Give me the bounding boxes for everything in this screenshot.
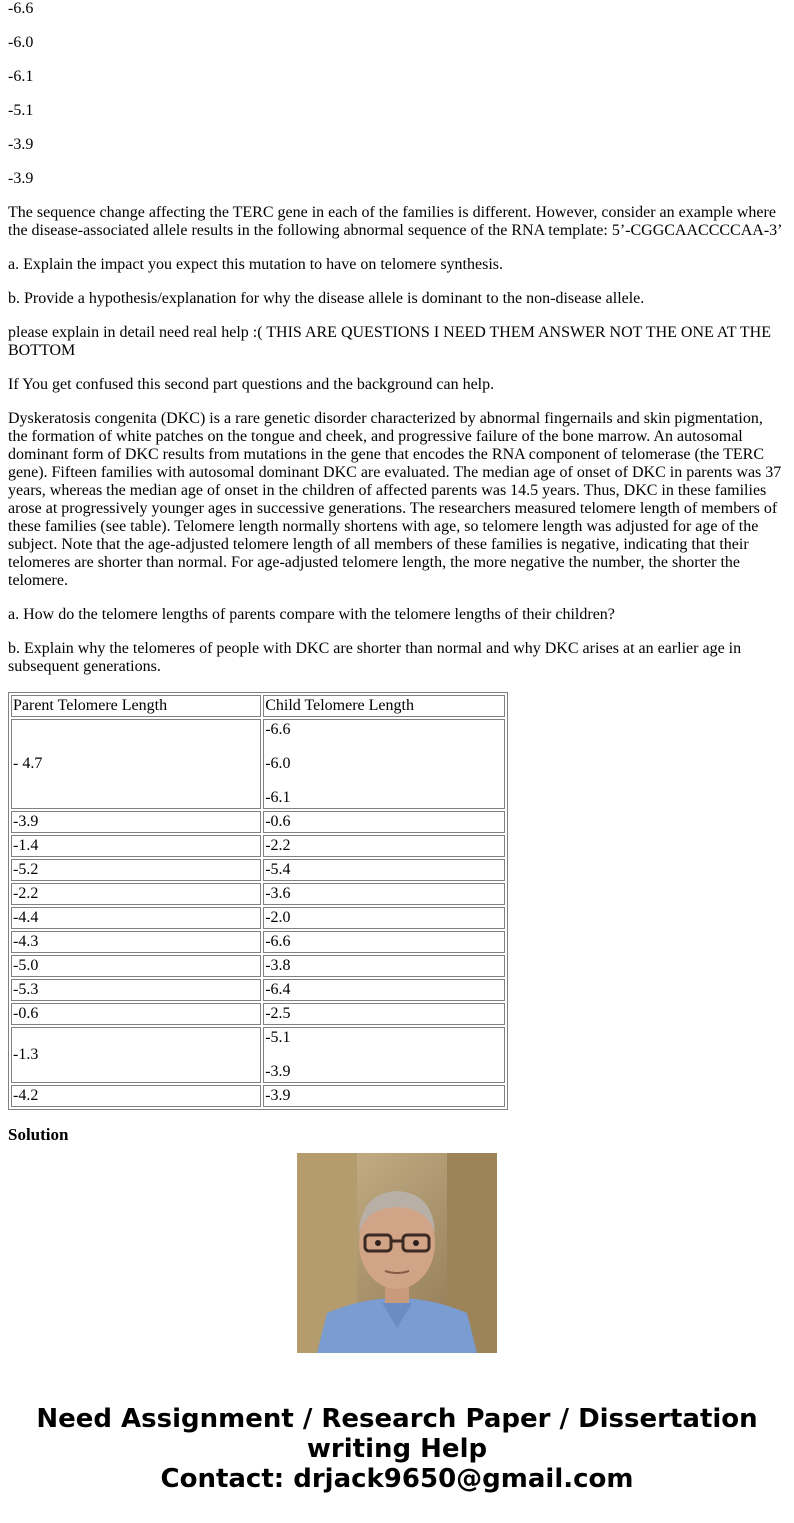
table-row — [11, 907, 505, 929]
top-value: -6.6 — [8, 0, 34, 17]
child-length-cell: -3.6 — [263, 883, 505, 905]
child-length-cell: -3.9 — [263, 1085, 505, 1107]
plea-paragraph: please explain in detail need real help :( THIS ARE QUESTIONS I NEED THEM ANSWER NOT THE ONE AT THE BOTTOM — [8, 324, 772, 359]
header-parent: Parent Telomere Length — [11, 695, 261, 717]
parent-length-cell: -4.3 — [11, 931, 261, 953]
header-child: Child Telomere Length — [263, 695, 505, 717]
child-length-cell — [263, 719, 505, 809]
question-b: b. Provide a hypothesis/explanation for why the disease allele is dominant to the non-disease allele. — [8, 290, 645, 307]
table-row — [11, 955, 505, 977]
contact-banner — [0, 1404, 794, 1494]
table-row — [11, 1085, 505, 1107]
background-paragraph: Dyskeratosis congenita (DKC) is a rare genetic disorder characterized by abnormal fingernails and skin pigmentation, the formation of white patches on the tongue and cheek, and progressive failure of the bone marrow. An autosomal dominant form of DKC results from mutations in the gene that encodes the RNA component of telomerase (the TERC gene). Fifteen families with autosomal dominant DKC are evaluated. The median age of onset of DKC in parents was 37 years, whereas the median age of onset in the children of affected parents was 14.5 years. Thus, DKC in these families arose at progressively younger ages in successive generations. The researchers measured telomere length of members of these families (see table). Telomere length normally shortens with age, so telomere length was adjusted for age of the subject. Note that the age-adjusted telomere length of all members of these families is negative, indicating that their telomeres are shorter than normal. For age-adjusted telomere length, the more negative the number, the shorter the telomere. — [8, 410, 782, 589]
table-row — [11, 931, 505, 953]
parent-length-cell: -5.3 — [11, 979, 261, 1001]
child-length-cell — [263, 1027, 505, 1083]
table-row — [11, 883, 505, 905]
table-row — [11, 811, 505, 833]
author-avatar — [297, 1153, 497, 1353]
parent-length-cell: -1.4 — [11, 835, 261, 857]
child-length-cell: -2.0 — [263, 907, 505, 929]
parent-length-cell: -4.4 — [11, 907, 261, 929]
top-value: -6.1 — [8, 68, 34, 85]
solution-heading: Solution — [8, 1125, 69, 1144]
table-row — [11, 1003, 505, 1025]
table-header-row — [11, 695, 505, 717]
child-length-value: -6.6 — [265, 721, 291, 738]
parent-length-cell: -2.2 — [11, 883, 261, 905]
parent-length-cell: -3.9 — [11, 811, 261, 833]
child-length-cell: -3.8 — [263, 955, 505, 977]
child-length-cell: -2.2 — [263, 835, 505, 857]
child-length-cell: -6.6 — [263, 931, 505, 953]
top-value: -3.9 — [8, 136, 34, 153]
question-2b: b. Explain why the telomeres of people with DKC are shorter than normal and why DKC arises at an earlier age in subsequent generations. — [8, 640, 742, 675]
parent-length-cell: -5.2 — [11, 859, 261, 881]
table-row — [11, 835, 505, 857]
parent-length-cell: -5.0 — [11, 955, 261, 977]
child-length-cell: -5.4 — [263, 859, 505, 881]
child-length-value: -3.9 — [265, 1063, 291, 1080]
banner-line-1: Need Assignment / Research Paper / Dissertation — [36, 1404, 758, 1434]
avatar-photo — [297, 1153, 497, 1353]
table-row — [11, 859, 505, 881]
document-body — [8, 0, 786, 1144]
parent-length-cell: - 4.7 — [11, 719, 261, 809]
parent-length-cell: -1.3 — [11, 1027, 261, 1083]
child-length-cell: -2.5 — [263, 1003, 505, 1025]
table-row — [11, 1027, 505, 1083]
question-2a: a. How do the telomere lengths of parents compare with the telomere lengths of their children? — [8, 606, 615, 623]
top-values-list — [8, 0, 786, 188]
banner-line-2: writing Help — [306, 1434, 488, 1464]
question-a: a. Explain the impact you expect this mutation to have on telomere synthesis. — [8, 256, 503, 273]
child-length-value: -6.1 — [265, 789, 291, 806]
table-row — [11, 719, 505, 809]
parent-length-cell: -0.6 — [11, 1003, 261, 1025]
banner-line-3: Contact: drjack9650@gmail.com — [160, 1464, 634, 1494]
child-length-cell: -0.6 — [263, 811, 505, 833]
table-body — [11, 719, 505, 1107]
confused-note: If You get confused this second part questions and the background can help. — [8, 376, 495, 393]
intro-paragraph: The sequence change affecting the TERC gene in each of the families is different. However, consider an example where the disease-associated allele results in the following abnormal sequence of the RNA template: 5’-CGGCAACCCCAA-3’ — [8, 204, 783, 239]
table-row — [11, 979, 505, 1001]
top-value: -6.0 — [8, 34, 34, 51]
child-length-value: -5.1 — [265, 1029, 291, 1046]
parent-length-cell: -4.2 — [11, 1085, 261, 1107]
telomere-table — [8, 692, 508, 1110]
top-value: -3.9 — [8, 170, 34, 187]
child-length-value: -6.0 — [265, 755, 291, 772]
top-value: -5.1 — [8, 102, 34, 119]
child-length-cell: -6.4 — [263, 979, 505, 1001]
